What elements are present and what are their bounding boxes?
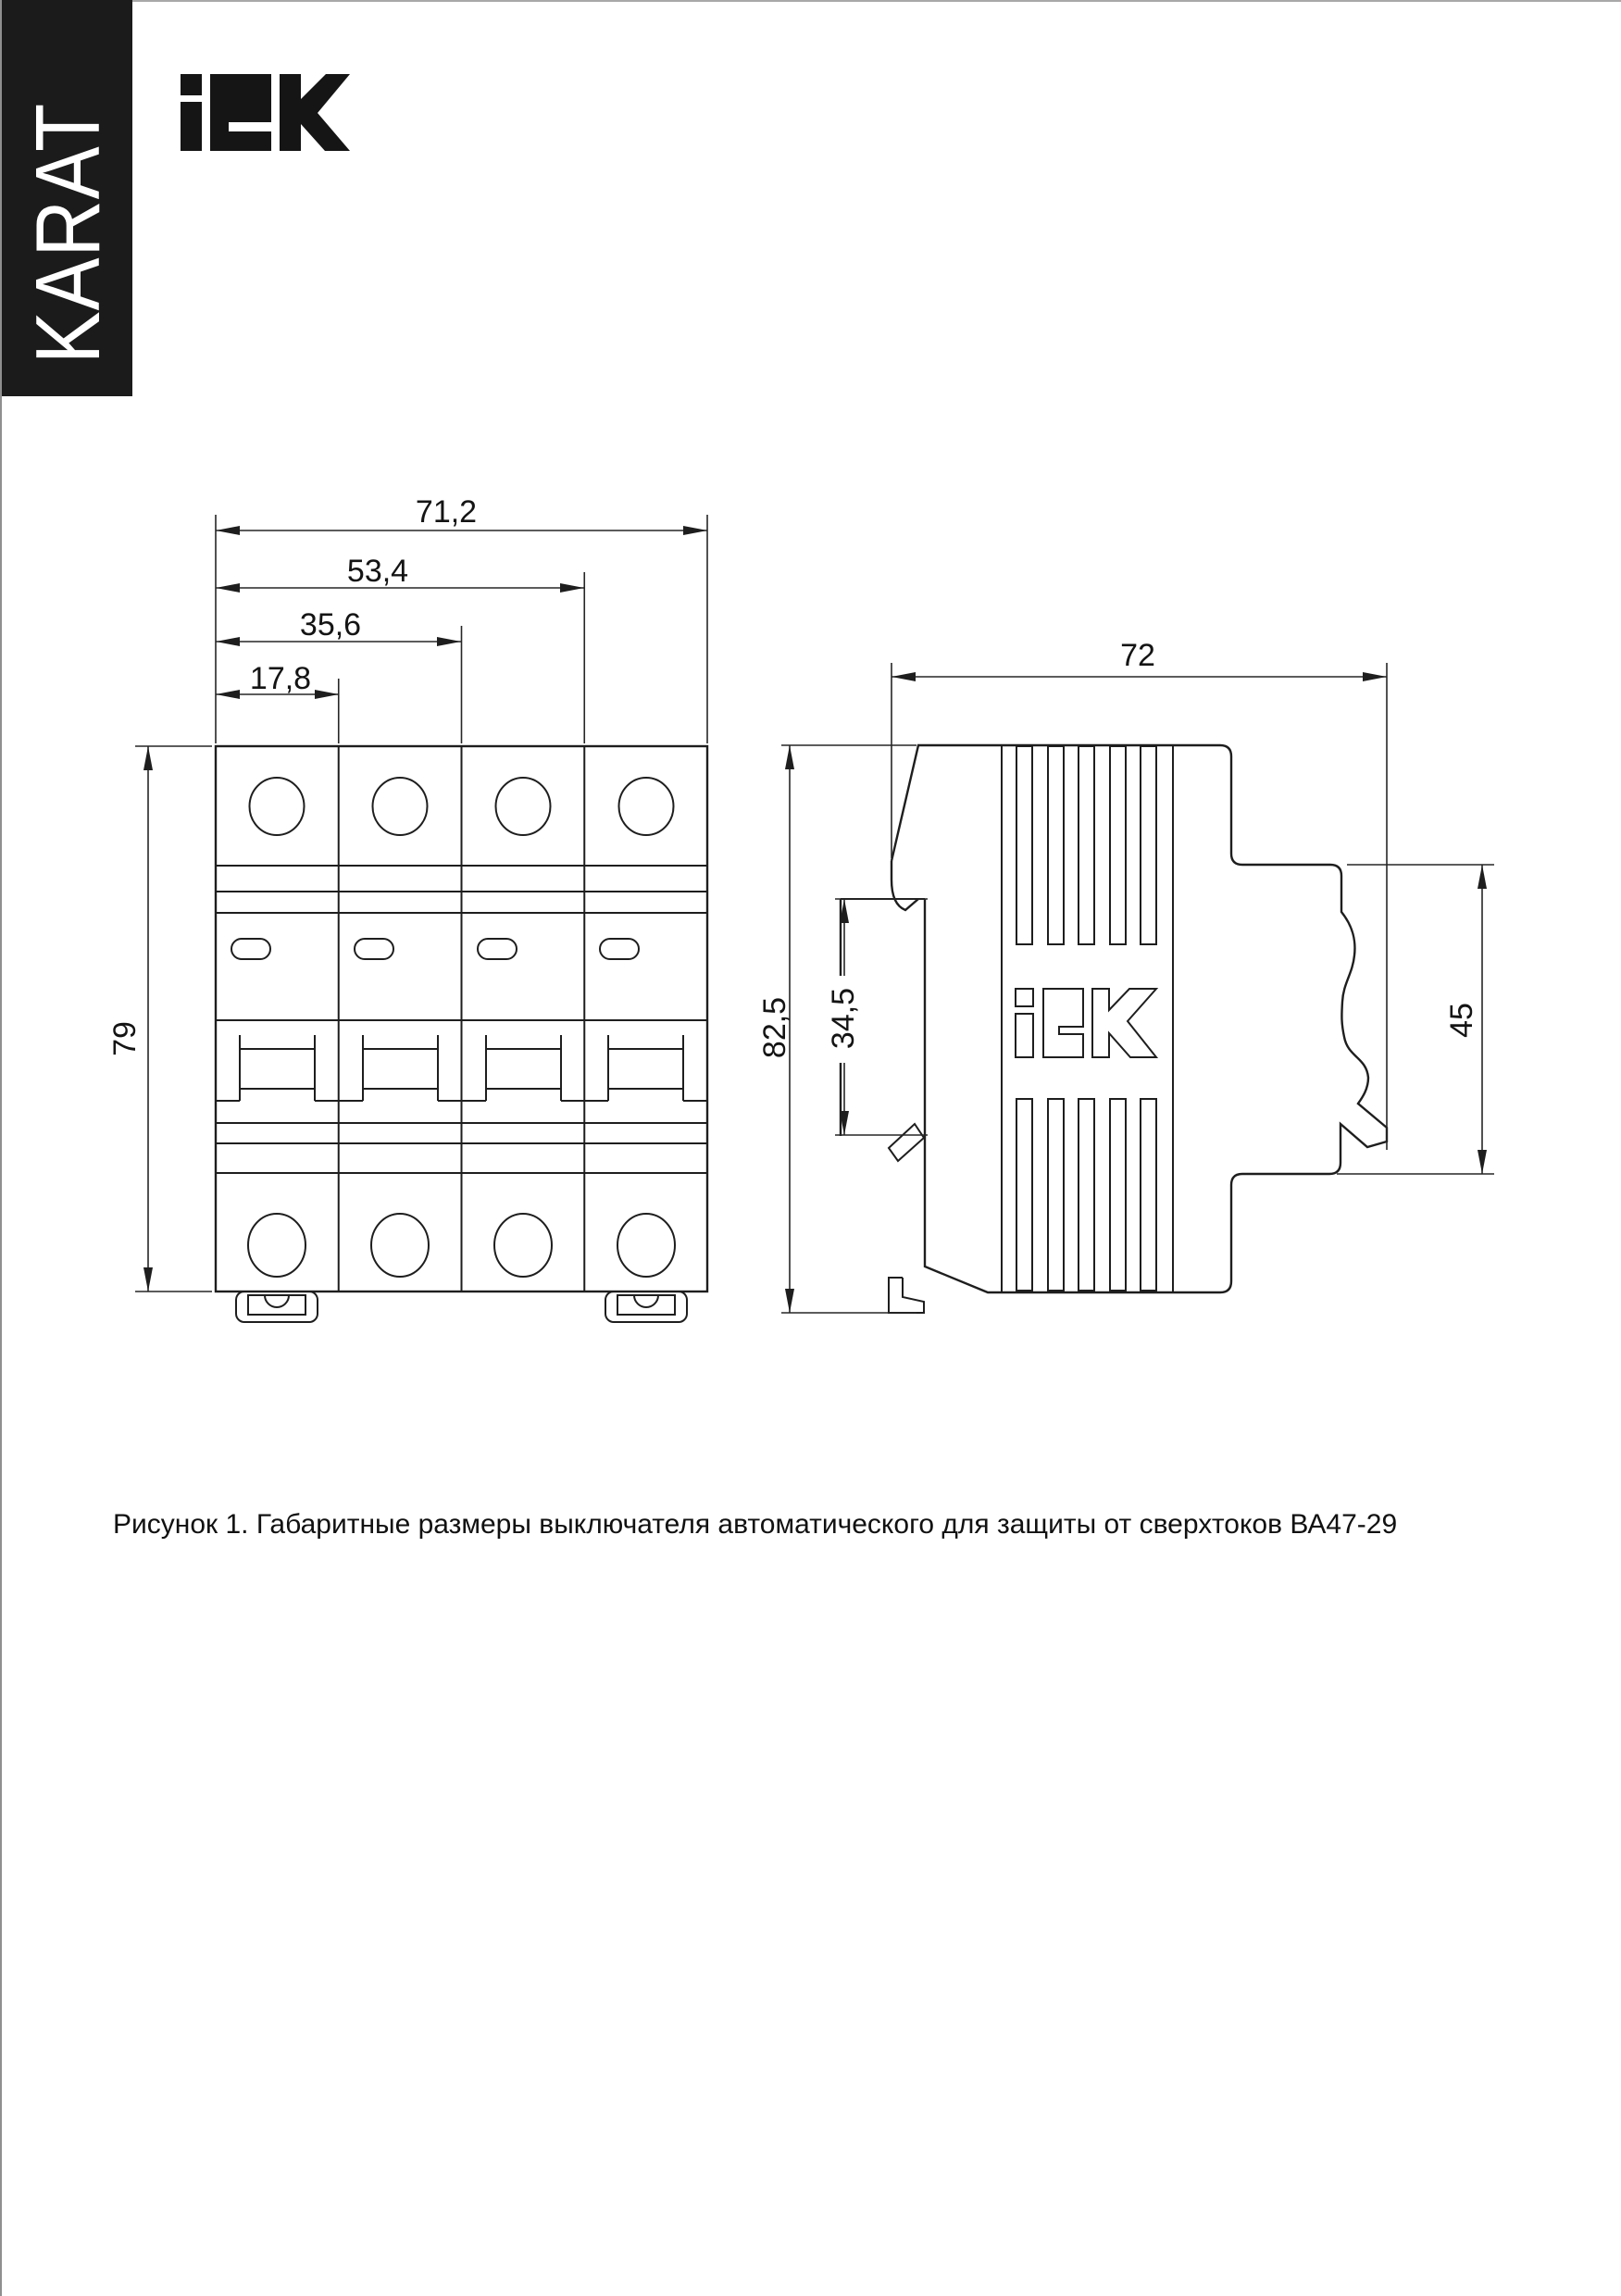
dim-label-height-front: 79 xyxy=(107,1021,143,1056)
dim-width-one-module xyxy=(216,661,339,743)
side-vent-slots-bottom xyxy=(1016,1099,1156,1291)
din-clip xyxy=(605,1292,687,1322)
dim-depth xyxy=(892,638,1387,1150)
dim-front-height xyxy=(1337,865,1494,1174)
dim-label-depth: 72 xyxy=(1120,638,1155,673)
iek-logo-embossed xyxy=(1016,989,1156,1057)
dim-height-front xyxy=(107,746,212,1292)
toggle-handle xyxy=(486,1035,561,1101)
dim-label-din-channel-height: 34,5 xyxy=(826,987,861,1050)
front-view-body xyxy=(216,746,707,1292)
front-din-clips xyxy=(236,1292,687,1322)
dim-label-width-total: 71,2 xyxy=(415,494,478,530)
dim-label-height-total: 82,5 xyxy=(757,996,792,1059)
toggle-handle xyxy=(240,1035,315,1101)
side-din-clip xyxy=(889,1124,924,1313)
side-din-catch-top xyxy=(892,861,918,910)
dim-label-width-three-modules: 53,4 xyxy=(346,554,409,589)
dim-width-three-modules xyxy=(216,554,584,743)
dim-label-front-height: 45 xyxy=(1444,1003,1479,1038)
toggle-handle xyxy=(608,1035,683,1101)
toggle-handle xyxy=(363,1035,438,1101)
front-marking-windows xyxy=(231,939,639,959)
din-clip xyxy=(236,1292,318,1322)
side-panel-edges xyxy=(1002,745,1173,1292)
figure-caption: Рисунок 1. Габаритные размеры выключателя автоматического для защиты от сверхтоков ВА47-29 xyxy=(113,1509,1398,1540)
karat-banner-text: KARAT xyxy=(17,102,118,365)
side-vent-slots-top xyxy=(1016,746,1156,944)
front-view xyxy=(107,494,707,1322)
dim-label-width-one-module: 17,8 xyxy=(249,661,312,696)
dim-label-width-two-modules: 35,6 xyxy=(299,607,362,643)
side-view xyxy=(757,638,1494,1313)
side-view-outline xyxy=(892,745,1387,1292)
